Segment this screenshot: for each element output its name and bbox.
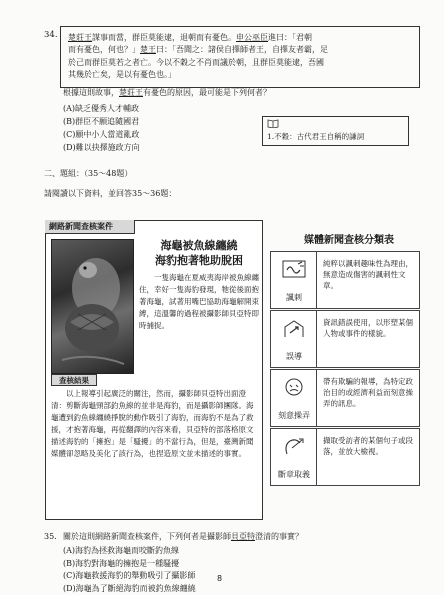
category-description: 純粹以諷刺趣味性為理由，無意造成傷害的諷刺性文章。 [323,258,417,291]
classification-row-satire [270,251,420,309]
headline-line-1: 海龜被魚線纏繞 [139,238,259,253]
category-description: 帶有欺騙的報導，為特定政治目的或經濟利益而刻意操弄的訊息。 [323,376,417,409]
question-34-number: 34. [44,29,58,42]
section-title: 二、題組：（35～48題） [44,168,132,180]
passage-line-2 [68,44,412,56]
option-c[interactable]: (C)願中小人當道亂政 [63,128,140,141]
annotation-box [262,116,409,146]
option-d[interactable]: (D)難以抉擇施政方向 [63,141,140,154]
annotation-text: 1.不穀：古代君王自稱的謙詞 [267,131,404,142]
question-35-stem [63,531,303,543]
proper-noun-bei-ya-te: 貝亞特 [231,532,255,541]
headline-line-2: 海豹抱著牠助脫困 [139,253,259,268]
page-number: 8 [217,573,222,585]
category-name: 誤導 [271,351,317,363]
option-b[interactable]: (B)群臣不願追隨國君 [63,115,140,128]
stem-text: 根據這則故事， [63,88,119,97]
stem-text: 關於這則網路新聞查核案件，下列何者是攝影師 [63,532,231,541]
proper-noun-chu-zhuang-wang: 楚莊王 [119,88,143,97]
question-34-options [63,102,140,154]
question-35-number: 35. [44,531,57,543]
category-description: 擷取受訪者的某個句子或段落，並放大檢視。 [323,435,417,457]
verification-result-tag: 查核結果 [51,374,97,386]
question-34-stem [63,87,271,99]
book-icon [267,119,404,131]
classification-row-deliberate [270,369,420,427]
passage-line-1 [68,32,412,44]
classification-row-out-of-context [270,428,420,486]
news-body-paragraph: 一隻海龜在夏威夷海岸被魚線纏住，幸好一隻海豹發現，牠從後面抱著海龜，試著用嘴巴協助海龜解開束縛，這溫馨的過程被攝影師貝亞特即時捕捉。 [139,272,259,332]
verification-result-paragraph: 以上報導引起廣泛的關注，然而，攝影師貝亞特出面澄清：剪斷海龜頸部釣魚線的並非是海豹，而是攝影師團隊。海龜遭到釣魚線纏繞掙脫的動作吸引了海豹，而海豹不是為了救援，才抱著海龜，再從翻譯的內容來看，貝亞特的部落格原文描述海豹的「擁抱」是「騷擾」的不當行為，但是，臺灣新聞媒體卻忽略及美化了該行為，也捏造原文並未描述的事實。 [51,388,257,460]
passage-text: 曰：「吾聞之：諸侯自擇師者王，自擇友者霸，足 [156,45,328,54]
option-c[interactable]: (C)海龜救援海豹的舉動吸引了攝影師 [63,570,196,583]
instruction-text: 請閱讀以下資料，並回答35～36題： [44,188,176,200]
category-name: 諷刺 [271,292,317,304]
question-35-options [63,545,196,595]
proper-noun-chu-zhuang-wang: 楚莊王 [68,33,92,42]
proper-noun-shen-gong-wu-chen: 申公巫臣 [236,33,268,42]
question-34-passage [60,26,420,88]
proper-noun-chu-wang: 楚王 [140,45,156,54]
passage-text: 而有憂色，何也？」 [68,45,140,54]
classification-row-misleading [270,310,420,368]
option-a[interactable]: (A)海豹為拯救海龜而咬斷釣魚線 [63,545,196,558]
passage-text: 進曰：「君朝 [268,33,312,42]
seal-turtle-photo [51,239,134,374]
news-card-tag: 網路新聞查核案件 [45,220,135,234]
passage-line-3: 於己而群臣莫若之者亡。今以不穀之不肖而議於朝，且群臣莫能逮，吾國 [68,57,412,69]
classification-table-title: 媒體新聞查核分類表 [283,233,415,248]
category-name: 刻意操弄 [271,410,317,422]
stem-text: 澄清的事實？ [255,532,303,541]
category-description: 資訊錯誤使用，以形塑某個人物或事件的樣貌。 [323,317,417,339]
news-headline [139,238,259,268]
stem-text: 有憂色的原因，最可能是下列何者？ [143,88,271,97]
category-name: 斷章取義 [271,469,317,481]
passage-text: 謀事而當，群臣莫能逮，退朝而有憂色。 [92,33,236,42]
option-a[interactable]: (A)缺乏優秀人才輔政 [63,102,140,115]
option-b[interactable]: (B)海豹對海龜的擁抱是一種騷擾 [63,558,196,571]
option-d[interactable]: (D)海龜為了斷絕海豹而被釣魚線纏繞 [63,583,196,595]
passage-line-4: 其幾於亡矣，是以有憂色也。」 [68,69,412,81]
